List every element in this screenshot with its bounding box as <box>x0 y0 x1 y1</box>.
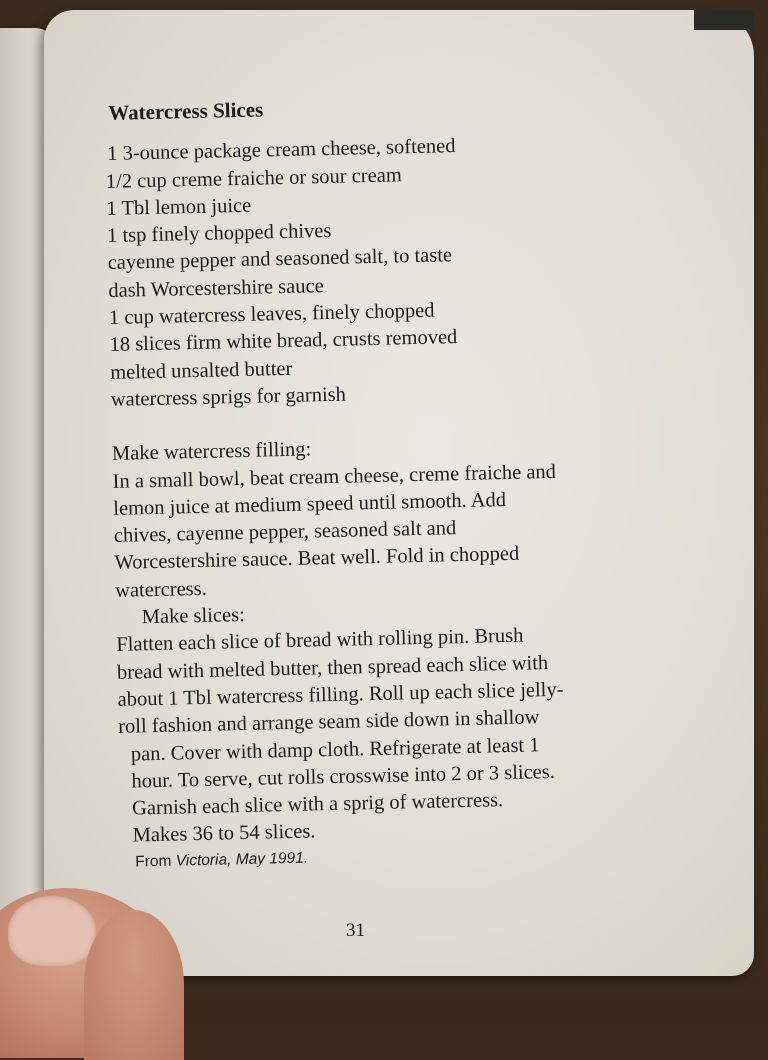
ingredient-list <box>105 129 671 415</box>
ingredient-item: 1 3-ounce package cream cheese, softened <box>106 135 456 166</box>
ingredient-item: 1 tsp finely chopped chives <box>106 220 332 248</box>
background-corner <box>694 10 754 30</box>
ingredient-item: dash Worcestershire sauce <box>108 274 324 302</box>
instruction-line: roll fashion and arrange seam side down in shallow <box>117 706 540 739</box>
credit-prefix: From <box>135 852 176 871</box>
instruction-line: bread with melted butter, then spread each slice with <box>116 651 549 684</box>
instruction-line: Flatten each slice of bread with rolling pin. Brush <box>116 624 524 657</box>
instructions <box>112 428 682 874</box>
recipe-title: Watercress Slices <box>108 97 264 125</box>
ingredient-item: 18 slices firm white bread, crusts removed <box>109 326 458 357</box>
slices-heading: Make slices: <box>141 603 246 629</box>
instruction-line: watercress. <box>114 577 208 602</box>
ingredient-item: melted unsalted butter <box>109 357 293 384</box>
ingredient-item: 1/2 cup creme fraiche or sour cream <box>105 163 402 193</box>
ingredient-item: cayenne pepper and seasoned salt, to taste <box>107 244 453 275</box>
page-number: 31 <box>346 920 365 941</box>
instruction-line: chives, cayenne pepper, seasoned salt and <box>113 517 457 548</box>
instruction-line: In a small bowl, beat cream cheese, creme fraiche and <box>112 460 557 493</box>
ingredient-item: watercress sprigs for garnish <box>110 383 347 411</box>
instruction-line: Worcestershire sauce. Beat well. Fold in chopped <box>114 543 520 575</box>
filling-heading: Make watercress filling: <box>111 438 312 466</box>
instruction-line: pan. Cover with damp cloth. Refrigerate at least 1 <box>130 733 540 766</box>
credit-source: Victoria, May 1991. <box>175 849 309 870</box>
instruction-line: Garnish each slice with a sprig of watercress. <box>131 789 504 820</box>
instruction-line: lemon juice at medium speed until smooth. Add <box>113 488 507 520</box>
ingredient-item: 1 Tbl lemon juice <box>106 194 252 220</box>
instruction-line: hour. To serve, cut rolls crosswise into 2 or 3 slices. <box>131 760 556 793</box>
instruction-line: about 1 Tbl watercress filling. Roll up each slice jelly- <box>117 678 564 711</box>
recipe-yield: Makes 36 to 54 slices. <box>132 820 316 847</box>
finger <box>84 910 184 1060</box>
recipe-text <box>104 87 681 874</box>
ingredient-item: 1 cup watercress leaves, finely chopped <box>108 299 435 330</box>
thumbnail-nail <box>8 896 96 966</box>
